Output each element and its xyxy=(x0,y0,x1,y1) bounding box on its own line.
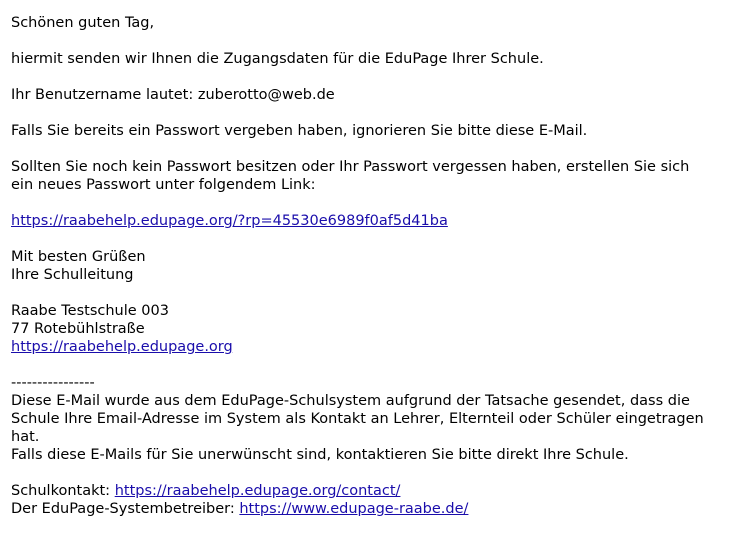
password-reset-link[interactable]: https://raabehelp.edupage.org/?rp=45530e6989f0af5d41ba xyxy=(11,213,448,229)
disclaimer-text-4: Falls diese E-Mails für Sie unerwünscht sind, kontaktieren Sie bitte direkt Ihre Schule. xyxy=(11,447,629,463)
blank-line xyxy=(11,194,741,212)
signature-separator: ---------------- xyxy=(11,375,95,391)
create-password-text-2: ein neues Passwort unter folgendem Link: xyxy=(11,177,316,193)
blank-line xyxy=(11,68,741,86)
username-text: Ihr Benutzername lautet: zuberotto@web.de xyxy=(11,87,335,103)
school-website-link[interactable]: https://raabehelp.edupage.org xyxy=(11,339,233,355)
email-body xyxy=(11,14,741,518)
blank-line xyxy=(11,356,741,374)
disclaimer-text-1: Diese E-Mail wurde aus dem EduPage-Schulsystem aufgrund der Tatsache gesendet, dass die xyxy=(11,393,690,409)
ignore-notice-text: Falls Sie bereits ein Passwort vergeben haben, ignorieren Sie bitte diese E-Mail. xyxy=(11,123,588,139)
blank-line xyxy=(11,230,741,248)
contact-label: Schulkontakt: xyxy=(11,483,111,499)
school-name-text: Raabe Testschule 003 xyxy=(11,303,169,319)
blank-line xyxy=(11,140,741,158)
operator-row xyxy=(11,500,741,518)
disclaimer-text-3: hat. xyxy=(11,429,40,445)
contact-row xyxy=(11,482,741,500)
operator-label: Der EduPage-Systembetreiber: xyxy=(11,501,235,517)
disclaimer-text-2: Schule Ihre Email-Adresse im System als Kontakt an Lehrer, Elternteil oder Schüler eingetragen xyxy=(11,411,704,427)
closing-text-2: Ihre Schulleitung xyxy=(11,267,134,283)
blank-line xyxy=(11,32,741,50)
greeting-text: Schönen guten Tag, xyxy=(11,15,155,31)
intro-text: hiermit senden wir Ihnen die Zugangsdaten für die EduPage Ihrer Schule. xyxy=(11,51,544,67)
create-password-text-1: Sollten Sie noch kein Passwort besitzen oder Ihr Passwort vergessen haben, erstellen Sie sich xyxy=(11,159,690,175)
blank-line xyxy=(11,464,741,482)
closing-text-1: Mit besten Grüßen xyxy=(11,249,146,265)
school-contact-link[interactable]: https://raabehelp.edupage.org/contact/ xyxy=(114,483,401,499)
operator-link[interactable]: https://www.edupage-raabe.de/ xyxy=(239,501,469,517)
blank-line xyxy=(11,284,741,302)
blank-line xyxy=(11,104,741,122)
school-street-text: 77 Rotebühlstraße xyxy=(11,321,145,337)
